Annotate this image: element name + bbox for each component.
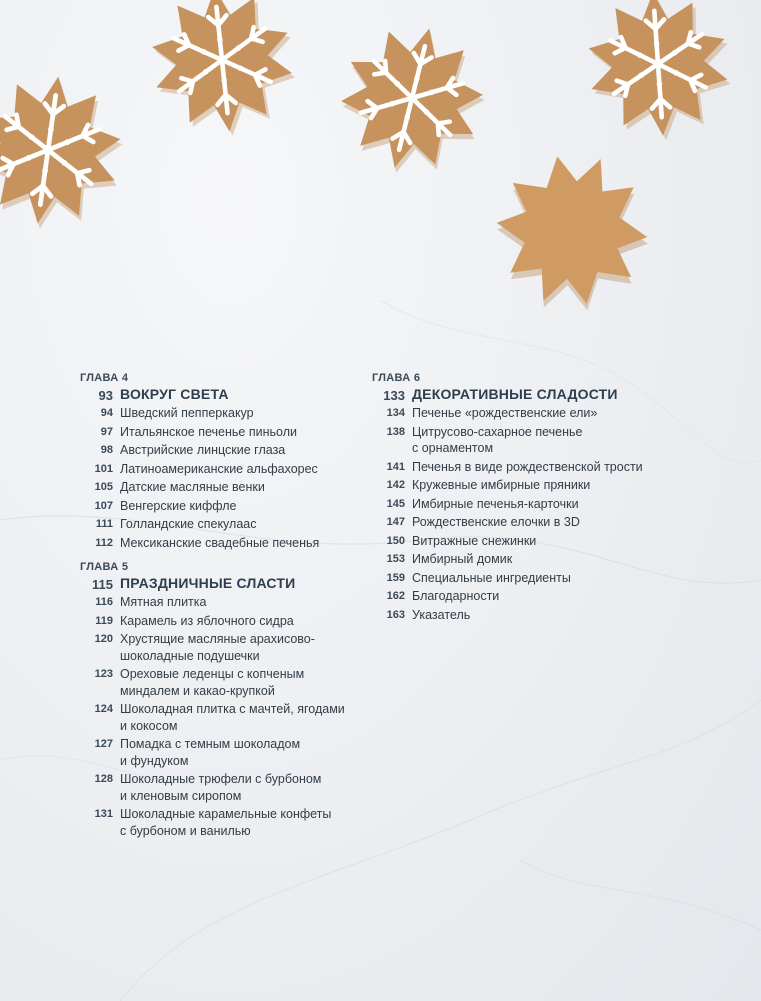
entry-page-number: 116 — [95, 596, 113, 608]
toc-entry[interactable] — [372, 607, 672, 624]
toc-entry[interactable] — [80, 806, 370, 839]
entry-title: Мексиканские свадебные печенья — [120, 535, 320, 550]
chapter-title: ДЕКОРАТИВНЫЕ СЛАДОСТИ — [412, 386, 618, 402]
toc-entry[interactable] — [80, 461, 370, 478]
chapter-heading[interactable] — [80, 386, 370, 403]
entry-page-number: 163 — [386, 608, 405, 621]
toc-entry[interactable] — [80, 516, 370, 533]
toc-entry[interactable] — [80, 424, 370, 441]
toc-entry[interactable] — [372, 551, 672, 568]
toc-entry[interactable] — [80, 613, 370, 630]
entry-title: Венгерские киффле — [120, 498, 237, 513]
toc-entry[interactable] — [372, 496, 672, 513]
toc-entry[interactable] — [80, 405, 370, 422]
entry-title: Шоколадная плитка с мачтей, ягодами и кокосом — [120, 702, 345, 733]
toc-column-right — [372, 372, 672, 633]
chapter-label: ГЛАВА 4 — [80, 372, 129, 384]
entry-title: Датские масляные венки — [120, 480, 265, 494]
entry-page-number: 105 — [94, 481, 113, 493]
cookie-photo — [0, 0, 761, 330]
toc-entry[interactable] — [372, 405, 672, 422]
chapter-title: ПРАЗДНИЧНЫЕ СЛАСТИ — [120, 575, 296, 591]
chapter-4 — [80, 372, 370, 551]
chapter-heading[interactable] — [80, 575, 370, 592]
toc-column-left — [80, 372, 370, 849]
toc-entry[interactable] — [372, 424, 672, 457]
entry-title: Ореховые леденцы с копченым миндалем и какао-крупкой — [120, 667, 305, 698]
entry-page-number: 123 — [94, 668, 113, 680]
entry-title: Специальные ингредиенты — [412, 570, 571, 585]
entry-page-number: 101 — [94, 462, 113, 475]
entry-page-number: 124 — [94, 703, 113, 715]
entry-title: Помадка с темным шоколадом и фундуком — [120, 737, 301, 768]
chapter-page-number: 133 — [383, 388, 405, 403]
entry-title: Латиноамериканские альфахорес — [120, 461, 318, 476]
entry-page-number: 112 — [95, 536, 113, 549]
toc-entry[interactable] — [372, 477, 672, 494]
entry-list — [372, 405, 672, 623]
entry-page-number: 134 — [386, 407, 405, 419]
entry-page-number: 119 — [95, 614, 113, 627]
entry-title: Карамель из яблочного сидра — [120, 613, 294, 628]
entry-list — [80, 405, 370, 551]
entry-title: Голландские спекулаас — [120, 517, 257, 531]
entry-page-number: 159 — [386, 571, 405, 584]
chapter-page-number: 115 — [92, 577, 113, 592]
chapter-page-number: 93 — [98, 388, 113, 403]
entry-title: Цитрусово-сахарное печенье с орнаментом — [412, 424, 583, 455]
entry-title: Указатель — [412, 607, 471, 622]
toc-entry[interactable] — [372, 588, 672, 605]
toc-entry[interactable] — [80, 736, 370, 769]
toc-entry[interactable] — [80, 498, 370, 515]
entry-title: Мятная плитка — [120, 595, 207, 609]
chapter-5 — [80, 561, 370, 839]
entry-page-number: 141 — [386, 460, 405, 473]
entry-title: Имбирный домик — [412, 552, 513, 566]
snowflake-cookie-icon — [327, 12, 498, 189]
entry-page-number: 142 — [386, 479, 405, 491]
entry-page-number: 131 — [94, 808, 113, 820]
entry-page-number: 138 — [386, 425, 405, 438]
toc-entry[interactable] — [80, 631, 370, 664]
toc-entry[interactable] — [80, 442, 370, 459]
entry-page-number: 107 — [94, 499, 113, 512]
entry-page-number: 111 — [95, 518, 113, 530]
toc-entry[interactable] — [80, 701, 370, 734]
entry-title: Имбирные печенья-карточки — [412, 496, 579, 511]
chapter-heading[interactable] — [372, 386, 672, 403]
entry-title: Печенье «рождественские ели» — [412, 406, 598, 420]
chapter-6 — [372, 372, 672, 623]
toc-entry[interactable] — [80, 535, 370, 552]
toc-entry[interactable] — [372, 570, 672, 587]
entry-title: Печенья в виде рождественской трости — [412, 459, 643, 474]
entry-title: Рождественские елочки в 3D — [412, 515, 580, 529]
snowflake-cookie-icon — [585, 0, 734, 145]
entry-title: Хрустящие масляные арахисово- шоколадные подушечки — [120, 632, 315, 663]
entry-title: Шоколадные трюфели с бурбоном и кленовым сиропом — [120, 772, 322, 803]
toc-entry[interactable] — [80, 666, 370, 699]
snowflake-cookie-icon — [147, 0, 301, 143]
snowflake-cookie-icon — [0, 67, 131, 238]
entry-page-number: 94 — [100, 407, 113, 419]
entry-page-number: 120 — [94, 633, 113, 645]
toc-entry[interactable] — [372, 514, 672, 531]
entry-page-number: 153 — [386, 553, 405, 565]
entry-list — [80, 594, 370, 839]
entry-title: Витражные снежинки — [412, 533, 537, 548]
entry-page-number: 150 — [386, 534, 405, 547]
entry-title: Австрийские линцские глаза — [120, 443, 286, 457]
entry-title: Шведский пепперкакур — [120, 406, 254, 420]
toc-entry[interactable] — [80, 594, 370, 611]
chapter-label: ГЛАВА 6 — [372, 372, 421, 384]
toc-entry[interactable] — [80, 479, 370, 496]
snowflake-cookie-icon — [474, 132, 671, 330]
entry-title: Благодарности — [412, 589, 500, 603]
toc-entry[interactable] — [372, 459, 672, 476]
chapter-label: ГЛАВА 5 — [80, 561, 129, 573]
entry-page-number: 147 — [386, 516, 405, 528]
entry-page-number: 97 — [100, 425, 113, 438]
toc-entry[interactable] — [372, 533, 672, 550]
entry-page-number: 145 — [386, 497, 405, 510]
entry-title: Кружевные имбирные пряники — [412, 478, 591, 492]
entry-title: Шоколадные карамельные конфеты с бурбоном и ванилью — [120, 807, 332, 838]
entry-page-number: 162 — [386, 590, 405, 602]
chapter-title: ВОКРУГ СВЕТА — [120, 386, 229, 402]
entry-title: Итальянское печенье пиньоли — [120, 424, 297, 439]
entry-page-number: 98 — [100, 444, 113, 456]
entry-page-number: 128 — [94, 773, 113, 785]
toc-entry[interactable] — [80, 771, 370, 804]
entry-page-number: 127 — [94, 738, 113, 750]
